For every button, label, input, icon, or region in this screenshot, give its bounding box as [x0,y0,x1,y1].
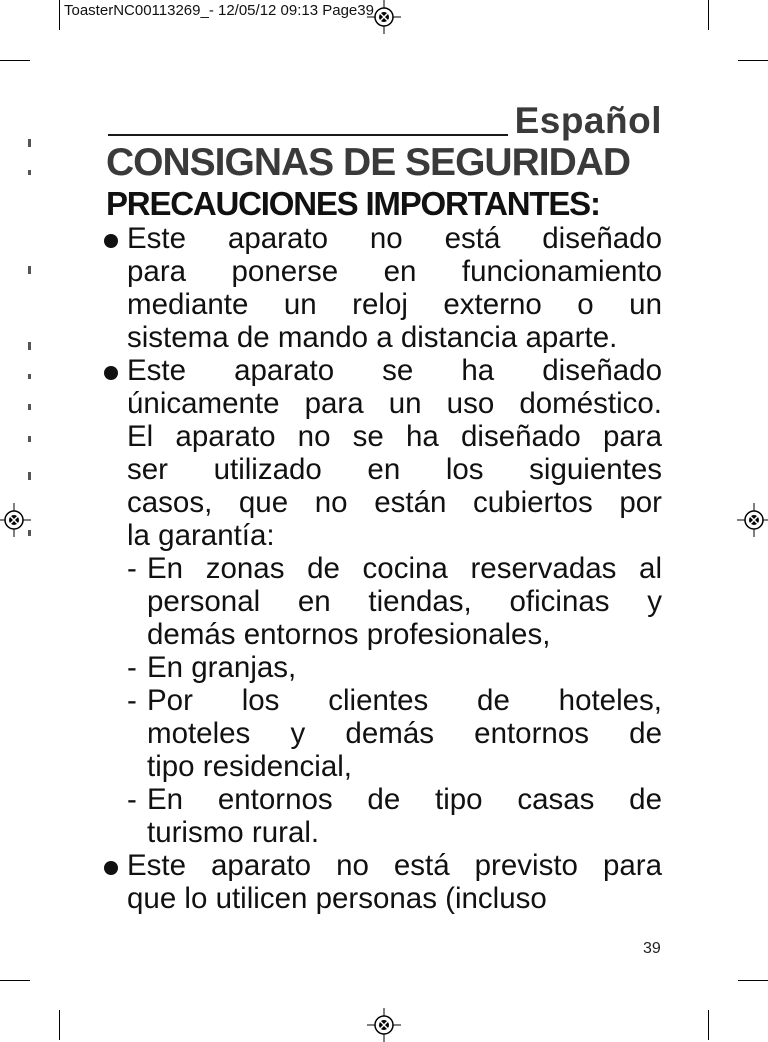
language-header-row [108,100,662,144]
page-title: CONSIGNAS DE SEGURIDAD [106,141,631,184]
header-rule [108,134,508,136]
page-number: 39 [643,940,661,957]
registration-mark-icon [367,1008,401,1042]
text-line: ser utilizado en los siguientes [127,453,662,486]
dash-marker: - [127,783,137,816]
registration-mark-icon [0,503,31,537]
registration-mark-icon [367,0,401,34]
edge-tick [28,266,31,274]
crop-mark [708,1010,709,1040]
text-line: Este aparato no está diseñado [127,222,662,255]
edge-tick [28,342,31,350]
dash-marker: - [127,552,137,585]
dash-list-item [104,684,662,783]
text-line: turismo rural. [147,816,320,849]
bullet-dot-icon [104,366,118,380]
text-line: para ponerse en funcionamiento [127,255,662,288]
text-line: demás entornos profesionales, [147,618,551,651]
dash-list-item [104,651,662,684]
safety-instructions [104,222,662,915]
edge-tick [28,374,31,379]
dash-marker: - [127,651,137,684]
text-line: En entornos de tipo casas de [147,783,662,816]
text-line: tipo residencial, [147,750,352,783]
text-line: que lo utilicen personas (incluso [127,882,547,915]
text-line: Este aparato no está previsto para [127,849,662,882]
crop-mark [0,980,30,981]
edge-tick [28,170,31,175]
crop-mark [738,60,768,61]
bullet-item [104,849,662,915]
edge-tick [28,404,31,410]
crop-mark [0,60,30,61]
text-line: moteles y demás entornos de [147,717,662,750]
registration-mark-icon [737,503,768,537]
crop-mark [59,1010,60,1040]
text-line: Este aparato se ha diseñado [127,354,662,387]
crop-mark [59,0,60,30]
text-line: Por los clientes de hoteles, [147,684,662,717]
edge-tick [28,472,31,480]
dash-list-item [104,552,662,651]
crop-mark [708,0,709,30]
text-line: En granjas, [147,651,297,684]
text-line: únicamente para un uso doméstico. [127,387,662,420]
text-line: personal en tiendas, oficinas y [147,585,662,618]
bullet-item [104,222,662,354]
bullet-dot-icon [104,234,118,248]
dash-list-item [104,783,662,849]
language-label: Español [514,100,662,141]
text-line: En zonas de cocina reservadas al [147,552,662,585]
bullet-dot-icon [104,861,118,875]
dash-marker: - [127,684,137,717]
section-subtitle: PRECAUCIONES IMPORTANTES: [106,185,600,222]
text-line: casos, que no están cubiertos por [127,486,662,519]
edge-tick [28,436,31,442]
bullet-item [104,354,662,552]
text-line: El aparato no se ha diseñado para [127,420,662,453]
crop-mark [738,980,768,981]
text-line: sistema de mando a distancia aparte. [127,321,618,354]
text-line: la garantía: [127,519,275,552]
print-slug: ToasterNC00113269_- 12/05/12 09:13 Page39 [64,2,374,19]
text-line: mediante un reloj externo o un [127,288,662,321]
edge-tick [28,139,31,147]
